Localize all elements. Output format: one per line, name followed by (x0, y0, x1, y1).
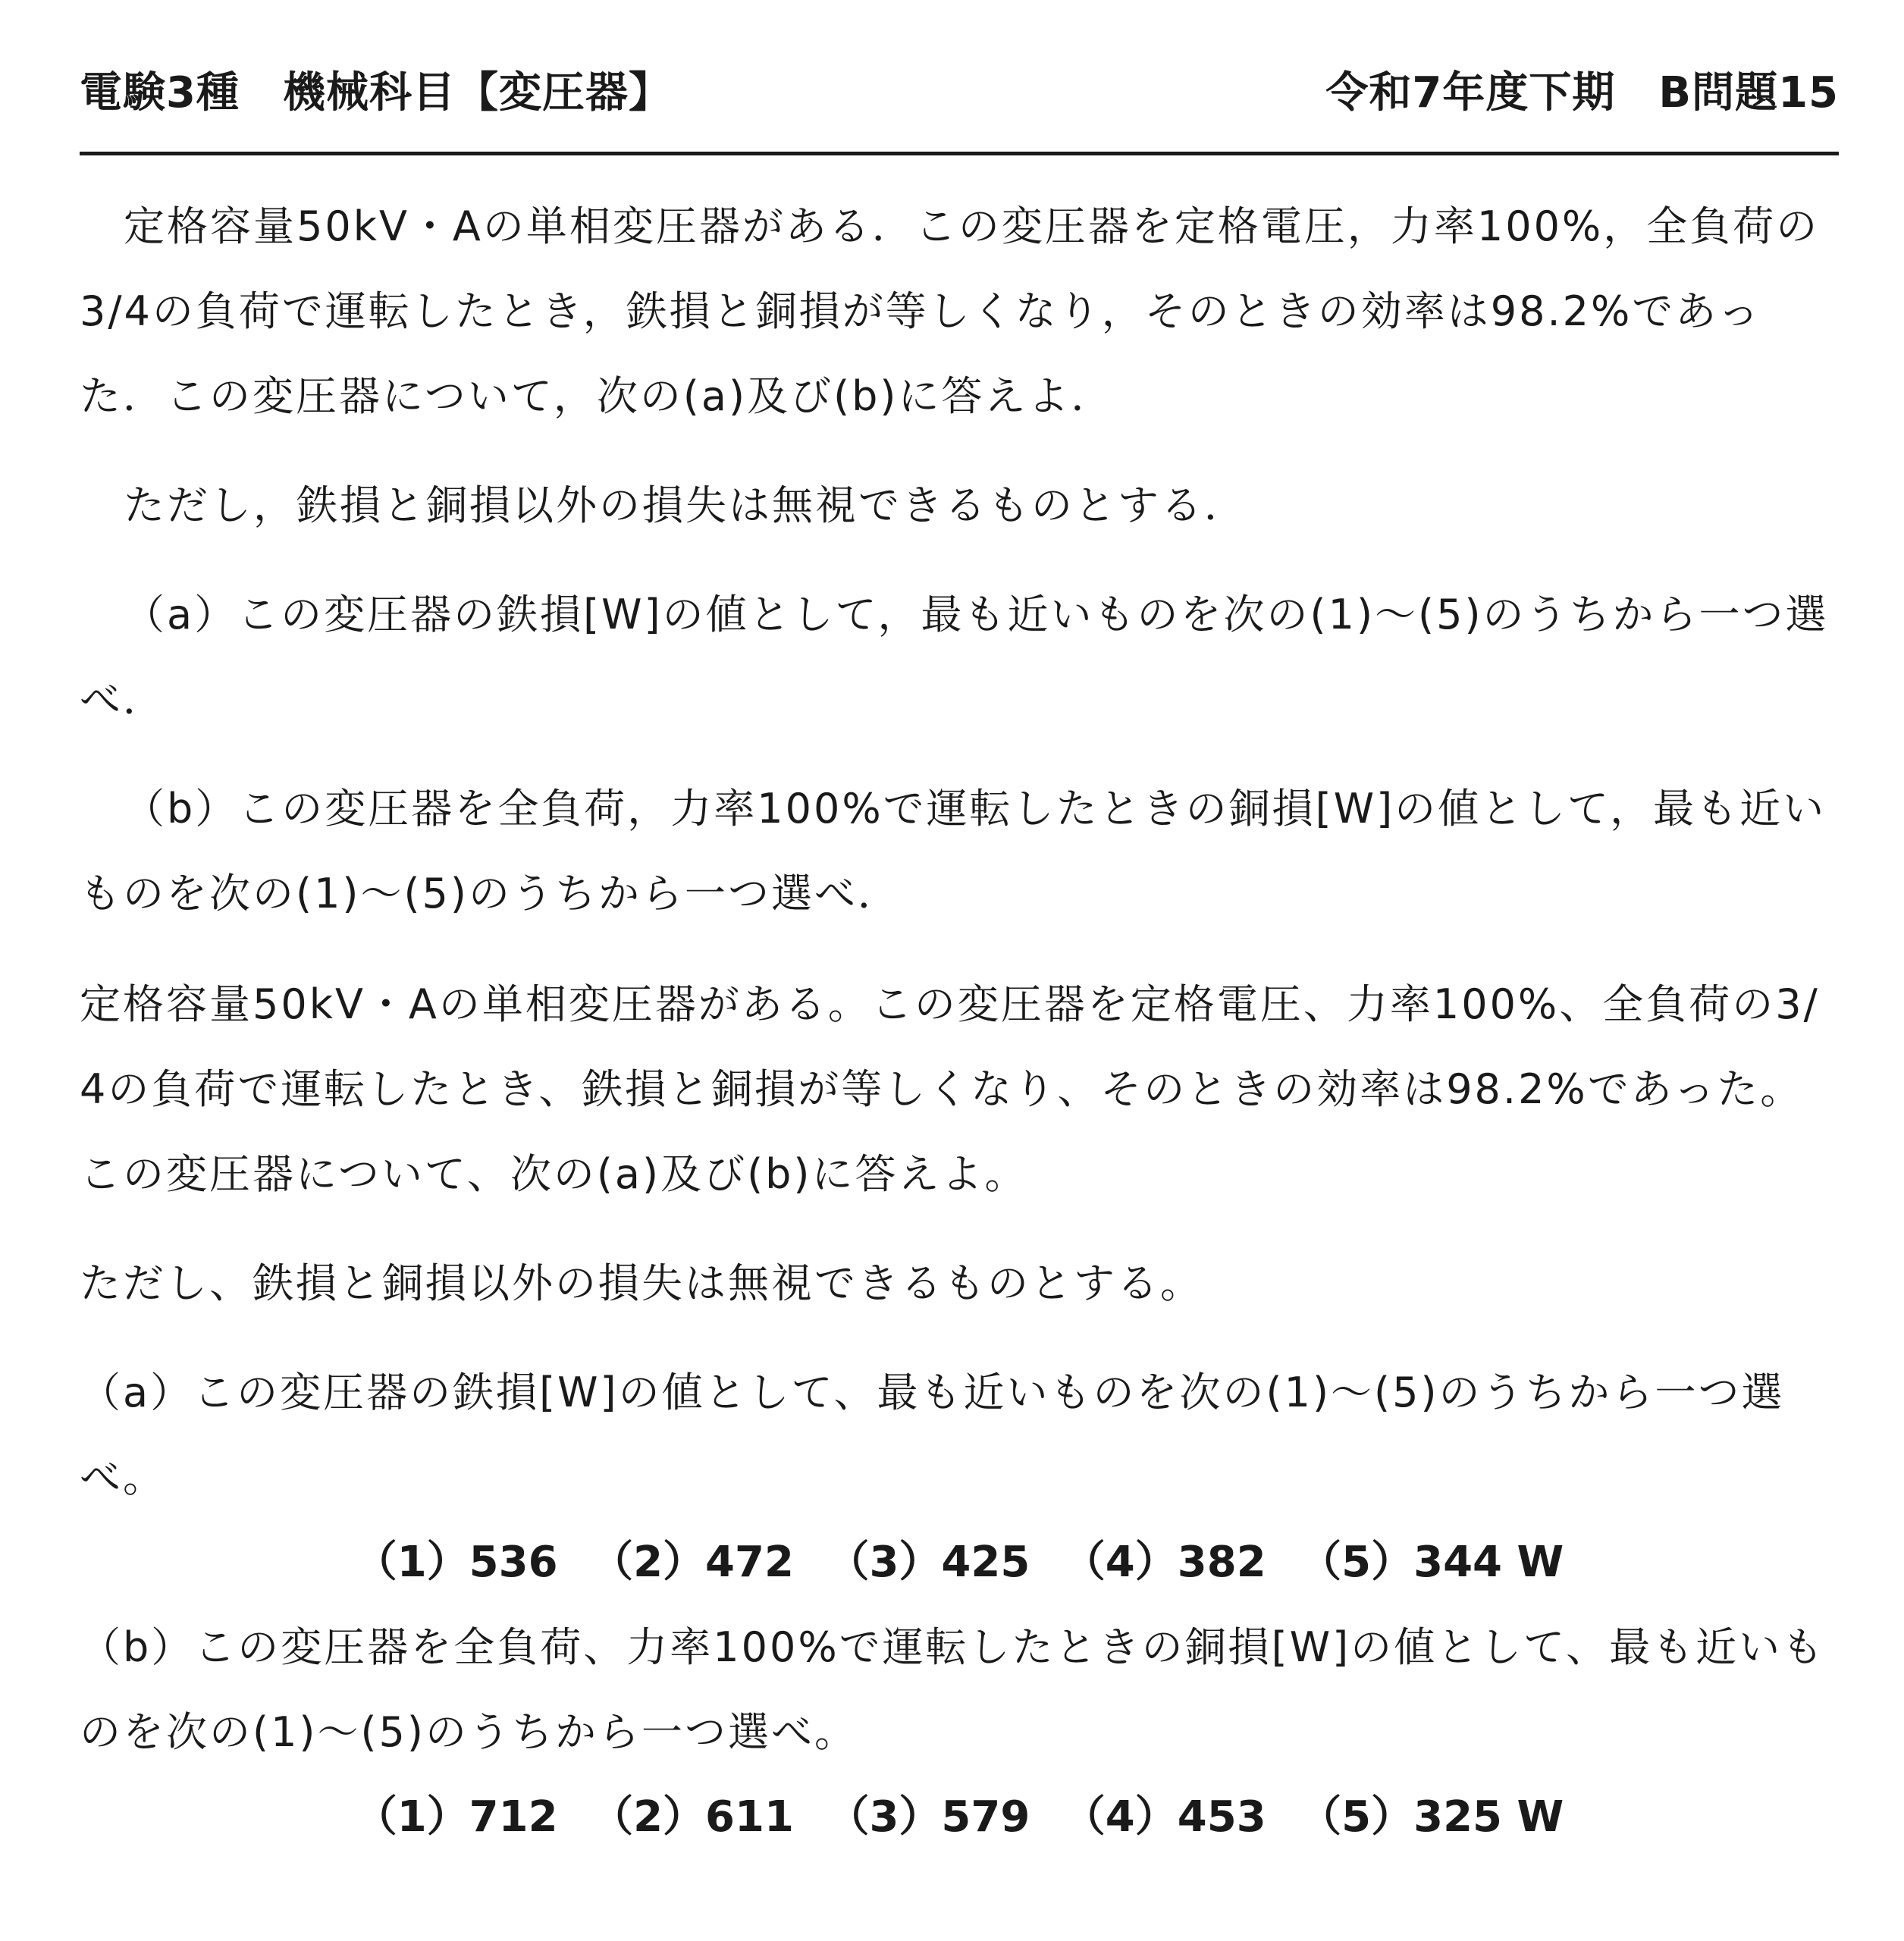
choice-b-3: （3）579 (827, 1792, 1030, 1842)
choice-a-2: （2）472 (591, 1538, 794, 1587)
choice-b-1: （1）712 (354, 1792, 558, 1842)
choice-a-5: （5）344 W (1299, 1538, 1564, 1587)
problem-statement-alt: 定格容量50kV・Aの単相変圧器がある。この変圧器を定格電圧、力率100%、全負荷の3/4の負荷で運転したとき、鉄損と銅損が等しくなり、そのときの効率は98.2%であった。この変圧器について、次の(a)及び(b)に答えよ。 (80, 980, 1820, 1198)
question-a: （a）この変圧器の鉄損[W]の値として，最も近いものを次の(1)〜(5)のうちから一つ選べ． (80, 591, 1829, 723)
choices-a (80, 1520, 1839, 1605)
choice-a-3: （3）425 (827, 1538, 1030, 1587)
page-header (80, 0, 1839, 155)
subject-title: 電験3種 機械科目【変圧器】 (80, 68, 672, 118)
question-b: （b）この変圧器を全負荷，力率100%で運転したときの銅損[W]の値として，最も近いものを次の(1)〜(5)のうちから一つ選べ． (80, 785, 1827, 917)
choice-a-4: （4）382 (1062, 1538, 1266, 1587)
choice-b-2: （2）611 (591, 1792, 794, 1842)
choices-b (80, 1775, 1839, 1860)
problem-assumption-alt: ただし、鉄損と銅損以外の損失は無視できるものとする。 (80, 1259, 1203, 1307)
question-b-alt: （b）この変圧器を全負荷、力率100%で運転したときの銅損[W]の値として、最も近いものを次の(1)〜(5)のうちから一つ選べ。 (80, 1623, 1826, 1756)
question-a-alt: （a）この変圧器の鉄損[W]の値として、最も近いものを次の(1)〜(5)のうちから一つ選べ。 (80, 1369, 1785, 1501)
problem-statement: 定格容量50kV・Aの単相変圧器がある．この変圧器を定格電圧，力率100%，全負荷の3/4の負荷で運転したとき，鉄損と銅損が等しくなり，そのときの効率は98.2%であった．この変圧器について，次の(a)及び(b)に答えよ． (80, 202, 1820, 420)
choice-b-4: （4）453 (1062, 1792, 1266, 1842)
choice-b-5: （5）325 W (1299, 1792, 1564, 1842)
exam-reference: 令和7年度下期 B問題15 (1325, 68, 1839, 118)
document-page (80, 0, 1839, 1860)
choice-a-1: （1）536 (354, 1538, 558, 1587)
problem-assumption: ただし，鉄損と銅損以外の損失は無視できるものとする． (124, 481, 1247, 529)
